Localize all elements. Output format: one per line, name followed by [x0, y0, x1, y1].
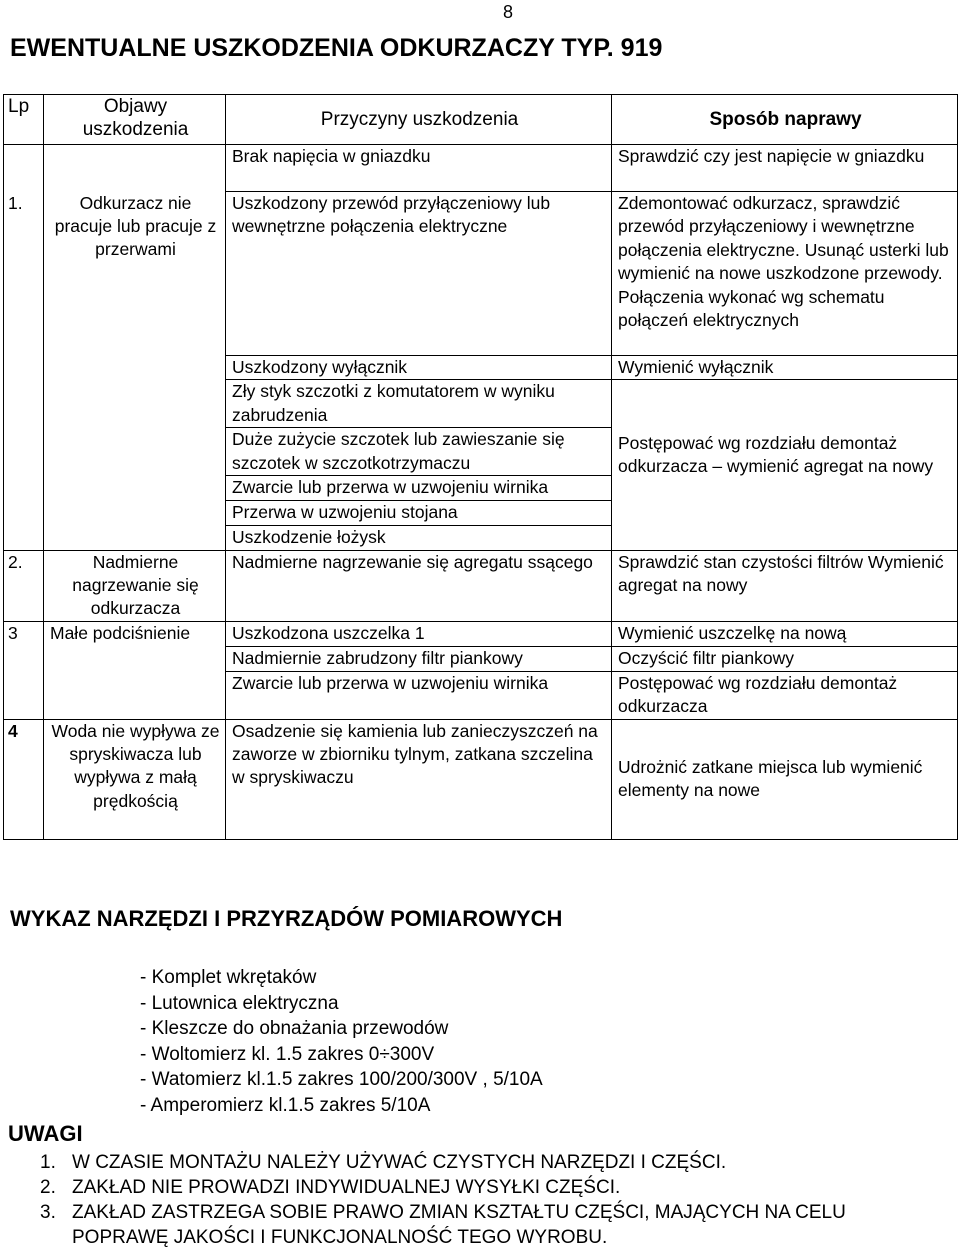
table-row — [4, 145, 958, 192]
cell-fix: Sprawdzić czy jest napięcie w gniazdku — [612, 145, 958, 192]
notes-heading: UWAGI — [8, 1121, 83, 1146]
cell-cause: Zwarcie lub przerwa w uzwojeniu wirnika — [226, 476, 612, 501]
cell-cause: Uszkodzony przewód przyłączeniowy lub wewnętrzne połączenia elektryczne — [226, 192, 612, 356]
cell-cause: Brak napięcia w gniazdku — [226, 145, 612, 192]
note-text: ZAKŁAD NIE PROWADZI INDYWIDUALNEJ WYSYŁKI CZĘŚCI. — [72, 1177, 621, 1198]
cell-symptom — [44, 428, 226, 476]
cell-fix: Postępować wg rozdziału demontaż odkurzacza — [612, 671, 958, 719]
list-item: - Amperomierz kl.1.5 zakres 5/10A — [140, 1094, 431, 1116]
cell-symptom — [44, 501, 226, 526]
cell-fix: Sprawdzić stan czystości filtrów Wymienić agregat na nowy — [612, 550, 958, 621]
table-row — [4, 719, 958, 839]
cell-cause: Duże zużycie szczotek lub zawieszanie się szczotek w szczotkotrzymaczu — [226, 428, 612, 476]
cell-lp — [4, 428, 44, 476]
cell-symptom — [44, 526, 226, 550]
table-row — [4, 356, 958, 380]
cell-symptom — [44, 671, 226, 719]
list-item: - Komplet wkrętaków — [140, 967, 317, 988]
cell-symptom: Woda nie wypływa ze spryskiwacza lub wypływa z małą prędkością — [44, 719, 226, 839]
cell-cause: Zwarcie lub przerwa w uzwojeniu wirnika — [226, 671, 612, 719]
cell-fix: Wymienić wyłącznik — [612, 356, 958, 380]
tools-list — [140, 965, 543, 1119]
cell-symptom — [44, 476, 226, 501]
cell-cause: Uszkodzona uszczelka 1 — [226, 621, 612, 646]
list-item — [40, 1200, 932, 1250]
cell-cause: Nadmiernie zabrudzony filtr piankowy — [226, 646, 612, 671]
header-lp: Lp — [4, 95, 44, 145]
cell-lp — [4, 646, 44, 671]
table-header-row — [4, 95, 958, 145]
cell-lp: 2. — [4, 550, 44, 621]
cell-symptom: Odkurzacz nie pracuje lub pracuje z przerwami — [44, 192, 226, 356]
note-number: 3. — [40, 1202, 56, 1223]
cell-lp — [4, 476, 44, 501]
cell-cause: Uszkodzenie łożysk — [226, 526, 612, 550]
table-row — [4, 671, 958, 719]
note-text: ZAKŁAD ZASTRZEGA SOBIE PRAWO ZMIAN KSZTAŁTU CZĘŚCI, MAJĄCYCH NA CELU POPRAWĘ JAKOŚCI I FUNKCJONALNOŚĆ TEGO WYROBU. — [72, 1202, 846, 1248]
cell-cause: Zły styk szczotki z komutatorem w wyniku zabrudzenia — [226, 380, 612, 428]
notes-list — [40, 1150, 932, 1250]
page-number: 8 — [503, 2, 514, 22]
note-number: 2. — [40, 1177, 56, 1198]
header-causes: Przyczyny uszkodzenia — [226, 95, 612, 145]
cell-lp — [4, 145, 44, 192]
header-symptoms: Objawy uszkodzenia — [44, 95, 226, 145]
table-row — [4, 621, 958, 646]
tools-heading: WYKAZ NARZĘDZI I PRZYRZĄDÓW POMIAROWYCH — [10, 906, 563, 931]
cell-cause: Przerwa w uzwojeniu stojana — [226, 501, 612, 526]
cell-symptom: Małe podciśnienie — [44, 621, 226, 646]
list-item: - Lutownica elektryczna — [140, 992, 339, 1014]
cell-lp — [4, 380, 44, 428]
cell-symptom — [44, 646, 226, 671]
header-repair: Sposób naprawy — [612, 95, 958, 145]
table-row — [4, 380, 958, 428]
cell-cause: Uszkodzony wyłącznik — [226, 356, 612, 380]
cell-symptom — [44, 145, 226, 192]
list-item: - Watomierz kl.1.5 zakres 100/200/300V , 5/10A — [140, 1069, 543, 1091]
list-item — [40, 1175, 932, 1200]
table-row — [4, 192, 958, 356]
table-row — [4, 550, 958, 621]
list-item: - Woltomierz kl. 1.5 zakres 0÷300V — [140, 1043, 435, 1065]
page-title: EWENTUALNE USZKODZENIA ODKURZACZY TYP. 919 — [10, 34, 663, 62]
list-item: - Kleszcze do obnażania przewodów — [140, 1018, 449, 1040]
cell-lp: 1. — [4, 192, 44, 356]
cell-fix: Udrożnić zatkane miejsca lub wymienić elementy na nowe — [612, 719, 958, 839]
cell-lp — [4, 671, 44, 719]
cell-fix: Oczyścić filtr piankowy — [612, 646, 958, 671]
cell-lp: 4 — [4, 719, 44, 839]
cell-symptom — [44, 356, 226, 380]
cell-fix: Postępować wg rozdziału demontaż odkurzacza – wymienić agregat na nowy — [612, 380, 958, 550]
list-item — [40, 1150, 932, 1175]
cell-lp — [4, 526, 44, 550]
table-row — [4, 646, 958, 671]
cell-lp: 3 — [4, 621, 44, 646]
note-number: 1. — [40, 1152, 56, 1173]
cell-symptom: Nadmierne nagrzewanie się odkurzacza — [44, 550, 226, 621]
note-text: W CZASIE MONTAŻU NALEŻY UŻYWAĆ CZYSTYCH NARZĘDZI I CZĘŚCI. — [72, 1152, 727, 1173]
cell-fix: Wymienić uszczelkę na nową — [612, 621, 958, 646]
cell-cause: Osadzenie się kamienia lub zanieczyszczeń na zaworze w zbiorniku tylnym, zatkana szczelina w spryskiwaczu — [226, 719, 612, 839]
cell-lp — [4, 356, 44, 380]
cell-symptom — [44, 380, 226, 428]
cell-cause: Nadmierne nagrzewanie się agregatu ssącego — [226, 550, 612, 621]
cell-fix: Zdemontować odkurzacz, sprawdzić przewód przyłączeniowy i wewnętrzne połączenia elektryczne. Usunąć usterki lub wymienić na nowe uszkodzone przewody. Połączenia wykonać wg schematu połączeń elektrycznych — [612, 192, 958, 356]
fault-table — [3, 94, 957, 840]
cell-lp — [4, 501, 44, 526]
